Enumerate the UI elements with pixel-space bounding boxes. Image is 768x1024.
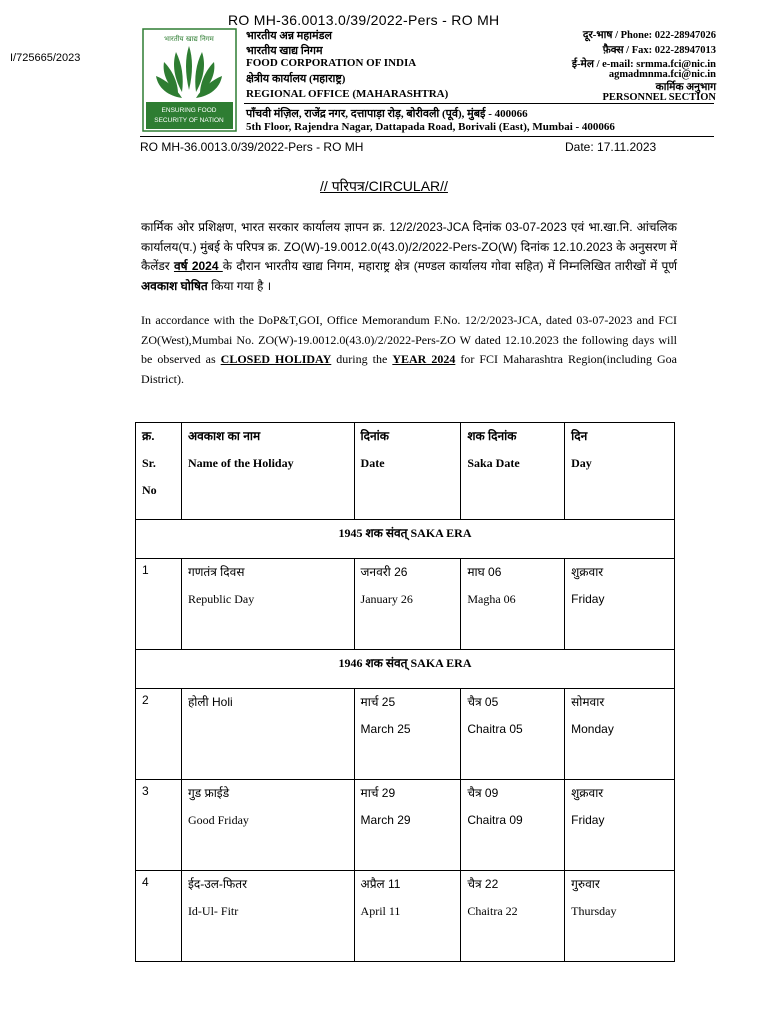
saka-era-row-1945 [136, 520, 675, 559]
row-day: शुक्रवार Friday [565, 559, 675, 650]
row-date: मार्च 29 March 29 [354, 780, 461, 871]
org-name-hindi-1: भारतीय अन्न महामंडल [246, 30, 332, 42]
row-sr: 4 [136, 871, 182, 962]
header-divider [244, 103, 714, 104]
row-holiday-name: ईद-उल-फितर Id-Ul- Fitr [181, 871, 354, 962]
english-paragraph [141, 311, 677, 389]
row-day: सोमवार Monday [565, 689, 675, 780]
hindi-paragraph [141, 218, 677, 296]
phone-line: दूर-भाष / Phone: 022-28947026 [582, 30, 716, 41]
regional-office-hindi: क्षेत्रीय कार्यालय (महाराष्ट्र) [246, 73, 346, 85]
table-row [136, 689, 675, 780]
row-saka-date: चैत्र 22 Chaitra 22 [461, 871, 565, 962]
holiday-table [135, 422, 675, 962]
row-holiday-name: गुड फ्राईडे Good Friday [181, 780, 354, 871]
saka-era-row-1946 [136, 650, 675, 689]
row-saka-date: माघ 06 Magha 06 [461, 559, 565, 650]
org-name-english: FOOD CORPORATION OF INDIA [246, 57, 417, 69]
letterhead-bottom-rule [140, 136, 714, 137]
row-day: गुरुवार Thursday [565, 871, 675, 962]
english-text-2: during the [331, 352, 393, 366]
circular-title: // परिपत्र/CIRCULAR// [320, 178, 448, 194]
row-sr: 3 [136, 780, 182, 871]
table-row [136, 780, 675, 871]
closed-holiday-bold: CLOSED HOLIDAY [220, 352, 332, 366]
english-text-1: In accordance with the DoP&T,GOI, Office Memorandum F.No. 12/2/2023-JCA, dated 03-07-2023 and FCI ZO(West),Mumbai No. ZO(W)-19.0012.0(43.0)/2/2022-Pers-ZO W dated 12.10.2023 the following days will be observed as [141, 313, 677, 366]
section-english: PERSONNEL SECTION [602, 92, 716, 103]
table-header-row [136, 423, 675, 520]
saka-era-label: 1946 शक संवत् SAKA ERA [136, 650, 675, 689]
row-date: जनवरी 26 January 26 [354, 559, 461, 650]
reference-number: RO MH-36.0013.0/39/2022-Pers - RO MH [140, 140, 364, 154]
row-sr: 2 [136, 689, 182, 780]
org-name-hindi-2: भारतीय खाद्य निगम [246, 45, 323, 57]
regional-office-english: REGIONAL OFFICE (MAHARASHTRA) [246, 88, 449, 100]
row-day: शुक्रवार Friday [565, 780, 675, 871]
email-line-1: ई-मेल / e-mail: srmma.fci@nic.in [571, 59, 716, 70]
saka-era-label: 1945 शक संवत् SAKA ERA [136, 520, 675, 559]
address-hindi: पाँचवी मंज़िल, राजेंद्र नगर, दत्तापाड़ा रोड़, बोरीवली (पूर्व), मुंबई - 400066 [246, 108, 528, 120]
circular-date: Date: 17.11.2023 [565, 140, 657, 154]
row-holiday-name: गणतंत्र दिवस Republic Day [181, 559, 354, 650]
header-holiday-name: अवकाश का नाम Name of the Holiday [181, 423, 354, 520]
year-bold: YEAR 2024 [392, 352, 456, 366]
hindi-text-3: किया गया है । [207, 278, 272, 293]
hindi-text-1: कार्मिक ओर प्रशिक्षण, भारत सरकार कार्यालय ज्ञापन क्र. 12/2/2023-JCA दिनांक 03-07-2023 एवं भा.खा.नि. आंचलिक कार्यालय(प.) मुंबई के परिपत्र क्र. ZO(W)-19.0012.0(43.0)/2/2022-Pers-ZO(W) दिनांक 12.10.2023 के अनुसरण में कैलेंडर [141, 220, 677, 273]
header-date: दिनांक Date [354, 423, 461, 520]
section-hindi: कार्मिक अनुभाग [655, 82, 716, 93]
logo-top-text: भारतीय खाद्य निगम [164, 35, 214, 43]
english-text-3: for FCI Maharashtra Region(including Goa District). [141, 352, 677, 386]
table-row [136, 559, 675, 650]
row-saka-date: चैत्र 05 Chaitra 05 [461, 689, 565, 780]
row-date: अप्रैल 11 April 11 [354, 871, 461, 962]
svg-text:ENSURING FOOD: ENSURING FOOD [161, 107, 217, 114]
hindi-text-2: के दौरान भारतीय खाद्य निगम, महाराष्ट्र क्षेत्र (मण्डल कार्यालय गोवा सहित) में निम्नलिखित तारीखों में पूर्ण [222, 259, 678, 273]
file-reference-header: RO MH-36.0013.0/39/2022-Pers - RO MH [228, 12, 500, 28]
side-reference-number: I/725665/2023 [10, 52, 81, 64]
header-day: दिन Day [565, 423, 675, 520]
row-sr: 1 [136, 559, 182, 650]
fax-line: फ़ैक्स / Fax: 022-28947013 [602, 45, 716, 56]
svg-text:SECURITY OF NATION: SECURITY OF NATION [154, 117, 224, 124]
hindi-year-bold: वर्ष 2024 [173, 259, 223, 273]
hindi-holiday-bold: अवकाश घोषित [141, 278, 208, 293]
table-row [136, 871, 675, 962]
fci-logo [142, 28, 237, 132]
row-holiday-name: होली Holi [181, 689, 354, 780]
row-date: मार्च 25 March 25 [354, 689, 461, 780]
header-sr: क्र. Sr. No [136, 423, 182, 520]
row-saka-date: चैत्र 09 Chaitra 09 [461, 780, 565, 871]
address-english: 5th Floor, Rajendra Nagar, Dattapada Road, Borivali (East), Mumbai - 400066 [246, 121, 615, 133]
email-line-2: agmadmnma.fci@nic.in [608, 69, 716, 80]
header-saka-date: शक दिनांक Saka Date [461, 423, 565, 520]
